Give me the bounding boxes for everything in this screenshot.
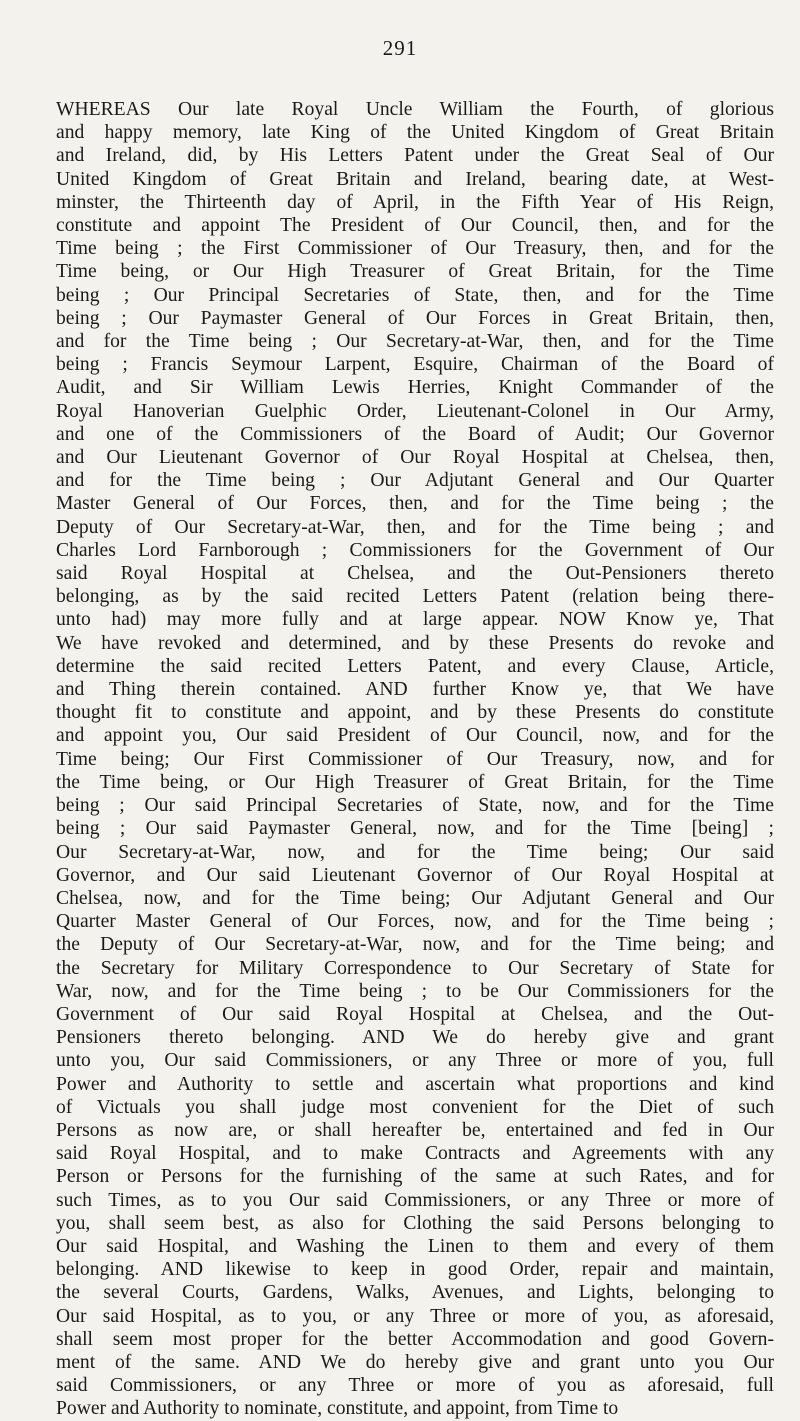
text-line: being ; Our Principal Secretaries of State, then, and for the Time — [56, 284, 774, 306]
text-line: shall seem most proper for the better Accommodation and good Govern- — [56, 1328, 774, 1350]
text-line: unto had) may more fully and at large appear. NOW Know ye, That — [56, 609, 774, 631]
text-line: and for the Time being ; Our Adjutant General and Our Quarter — [56, 470, 774, 492]
text-line: said Royal Hospital, and to make Contracts and Agreements with any — [56, 1143, 774, 1165]
text-line: and for the Time being ; Our Secretary-at-War, then, and for the Time — [56, 331, 774, 353]
text-line: constitute and appoint The President of Our Council, then, and for the — [56, 215, 774, 237]
text-line: Our Secretary-at-War, now, and for the Time being; Our said — [56, 841, 774, 863]
text-line: and Thing therein contained. AND further Know ye, that We have — [56, 679, 774, 701]
text-line: of Victuals you shall judge most convenient for the Diet of such — [56, 1096, 774, 1118]
text-line: WHEREAS Our late Royal Uncle William the Fourth, of glorious — [56, 99, 774, 120]
text-line: Power and Authority to settle and ascertain what proportions and kind — [56, 1073, 774, 1095]
text-line: such Times, as to you Our said Commissioners, or any Three or more of — [56, 1189, 774, 1211]
text-line: and Our Lieutenant Governor of Our Royal Hospital at Chelsea, then, — [56, 447, 774, 469]
text-line: being ; Francis Seymour Larpent, Esquire, Chairman of the Board of — [56, 354, 774, 376]
text-line: Our said Hospital, as to you, or any Three or more of you, as aforesaid, — [56, 1305, 774, 1327]
text-line: Time being, or Our High Treasurer of Great Britain, for the Time — [56, 261, 774, 283]
text-line: Quarter Master General of Our Forces, now, and for the Time being ; — [56, 911, 774, 933]
text-line: thought fit to constitute and appoint, and by these Presents do constitute — [56, 702, 774, 724]
text-line: minster, the Thirteenth day of April, in the Fifth Year of His Reign, — [56, 191, 774, 213]
text-line: Government of Our said Royal Hospital at Chelsea, and the Out- — [56, 1003, 774, 1025]
text-line: Person or Persons for the furnishing of the same at such Rates, and for — [56, 1166, 774, 1188]
page-number: 291 — [382, 36, 418, 60]
text-line: belonging, as by the said recited Letters Patent (relation being there- — [56, 586, 774, 608]
text-line: being ; Our said Principal Secretaries of State, now, and for the Time — [56, 795, 774, 817]
text-line: Royal Hanoverian Guelphic Order, Lieutenant-Colonel in Our Army, — [56, 400, 774, 422]
text-line: and appoint you, Our said President of Our Council, now, and for the — [56, 725, 774, 747]
text-line: belonging. AND likewise to keep in good Order, repair and maintain, — [56, 1259, 774, 1281]
text-line: Pensioners thereto belonging. AND We do hereby give and grant — [56, 1027, 774, 1049]
text-line: being ; Our Paymaster General of Our Forces in Great Britain, then, — [56, 307, 774, 329]
text-line: Persons as now are, or shall hereafter be, entertained and fed in Our — [56, 1119, 774, 1141]
text-line: said Commissioners, or any Three or more of you as aforesaid, full — [56, 1375, 774, 1397]
text-line: Charles Lord Farnborough ; Commissioners for the Government of Our — [56, 539, 774, 561]
text-line: and one of the Commissioners of the Board of Audit; Our Governor — [56, 423, 774, 445]
text-line: determine the said recited Letters Patent, and every Clause, Article, — [56, 655, 774, 677]
text-line: United Kingdom of Great Britain and Ireland, bearing date, at West- — [56, 168, 774, 190]
text-line: We have revoked and determined, and by these Presents do revoke and — [56, 632, 774, 654]
text-line: the Secretary for Military Correspondence to Our Secretary of State for — [56, 957, 774, 979]
text-line: the Time being, or Our High Treasurer of Great Britain, for the Time — [56, 771, 774, 793]
text-line: said Royal Hospital at Chelsea, and the Out-Pensioners thereto — [56, 563, 774, 585]
text-line: Audit, and Sir William Lewis Herries, Knight Commander of the — [56, 377, 774, 399]
text-line: Time being; Our First Commissioner of Our Treasury, now, and for — [56, 748, 774, 770]
text-line: and Ireland, did, by His Letters Patent under the Great Seal of Our — [56, 145, 774, 167]
text-line: you, shall seem best, as also for Clothing the said Persons belonging to — [56, 1212, 774, 1234]
text-line: Governor, and Our said Lieutenant Governor of Our Royal Hospital at — [56, 864, 774, 886]
text-line: Power and Authority to nominate, constitute, and appoint, from Time to — [56, 1398, 619, 1420]
text-line: Time being ; the First Commissioner of Our Treasury, then, and for the — [56, 238, 774, 260]
text-line: the several Courts, Gardens, Walks, Avenues, and Lights, belonging to — [56, 1282, 774, 1304]
text-line: the Deputy of Our Secretary-at-War, now, and for the Time being; and — [56, 934, 774, 956]
text-line: War, now, and for the Time being ; to be Our Commissioners for the — [56, 980, 774, 1002]
text-line: Chelsea, now, and for the Time being; Our Adjutant General and Our — [56, 887, 774, 909]
text-line: Our said Hospital, and Washing the Linen to them and every of them — [56, 1235, 774, 1257]
text-line: unto you, Our said Commissioners, or any Three or more of you, full — [56, 1050, 774, 1072]
text-line: and happy memory, late King of the United Kingdom of Great Britain — [56, 122, 774, 144]
text-line: ment of the same. AND We do hereby give and grant unto you Our — [56, 1351, 774, 1373]
text-line: being ; Our said Paymaster General, now, and for the Time [being] ; — [56, 818, 774, 840]
text-line: Deputy of Our Secretary-at-War, then, and for the Time being ; and — [56, 516, 774, 538]
text-line: Master General of Our Forces, then, and for the Time being ; the — [56, 493, 774, 515]
document-body — [56, 98, 774, 1421]
